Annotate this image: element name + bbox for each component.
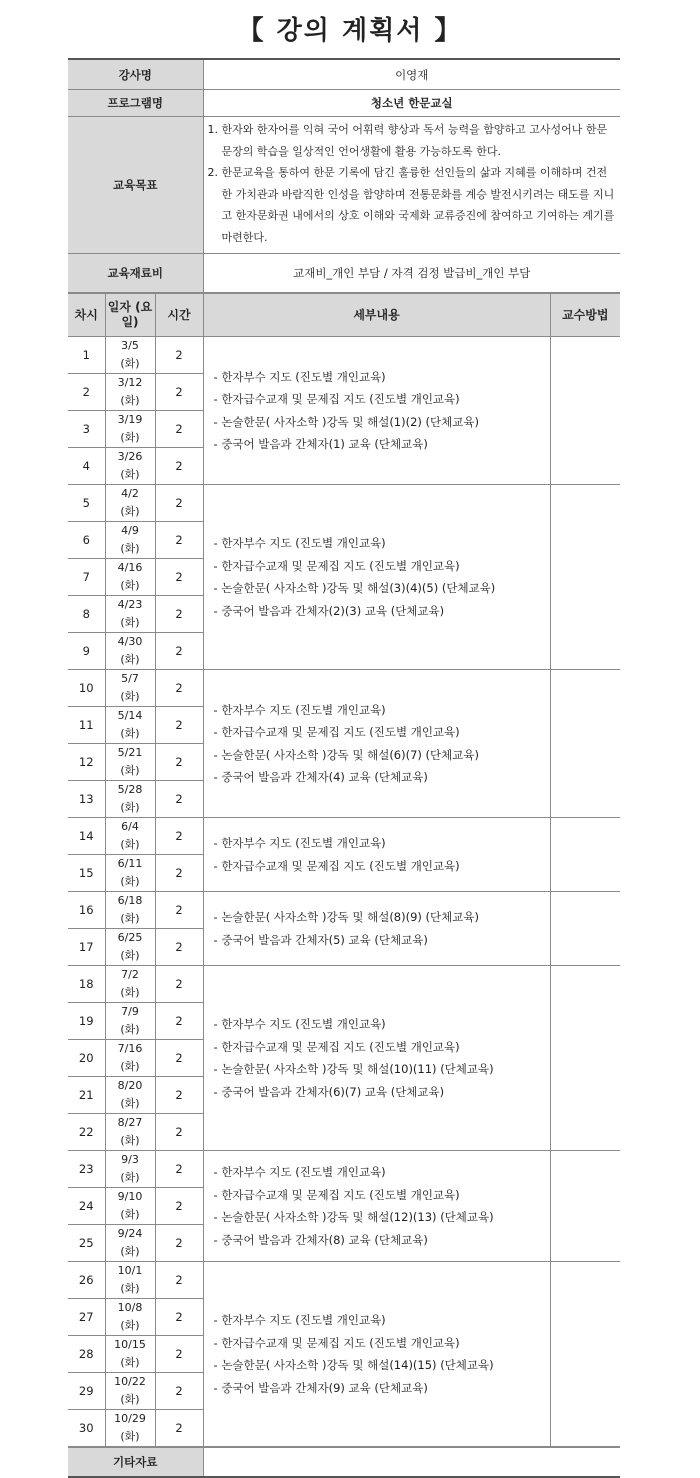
session-date: [105, 855, 155, 892]
session-date: [105, 1225, 155, 1262]
detail-line: - 한자급수교재 및 문제집 지도 (진도별 개인교육): [214, 1332, 550, 1355]
session-date: [105, 1151, 155, 1188]
session-weekday: (화): [120, 1319, 140, 1332]
session-date: [105, 1188, 155, 1225]
session-date-value: 4/23: [117, 598, 143, 611]
schedule-row: [68, 1262, 620, 1299]
session-weekday: (화): [120, 1208, 140, 1221]
teaching-method: [550, 1262, 620, 1447]
session-hours: 2: [155, 1373, 203, 1410]
detail-line: - 논술한문( 사자소학 )강독 및 해설(8)(9) (단체교육): [214, 906, 550, 929]
schedule-row: [68, 966, 620, 1003]
lecture-plan-sheet: [68, 58, 620, 1478]
session-number: 6: [68, 522, 105, 559]
session-date: [105, 411, 155, 448]
session-date: [105, 818, 155, 855]
session-hours: 2: [155, 633, 203, 670]
session-date: [105, 448, 155, 485]
schedule-row: [68, 1151, 620, 1188]
session-details: [203, 892, 550, 966]
session-hours: 2: [155, 1225, 203, 1262]
session-hours: 2: [155, 1336, 203, 1373]
detail-line: - 한자급수교재 및 문제집 지도 (진도별 개인교육): [214, 1036, 550, 1059]
goal-label: 교육목표: [68, 117, 203, 254]
teaching-method: [550, 670, 620, 818]
session-date-value: 4/16: [117, 561, 143, 574]
session-date-value: 9/10: [117, 1190, 143, 1203]
session-date-value: 8/27: [117, 1116, 143, 1129]
session-date: [105, 1077, 155, 1114]
session-number: 10: [68, 670, 105, 707]
session-date-value: 7/9: [121, 1005, 139, 1018]
detail-line: - 논술한문( 사자소학 )강독 및 해설(1)(2) (단체교육): [214, 411, 550, 434]
session-number: 4: [68, 448, 105, 485]
session-date: [105, 485, 155, 522]
session-weekday: (화): [120, 1171, 140, 1184]
session-date-value: 10/29: [114, 1412, 146, 1425]
detail-line: - 중국어 발음과 간체자(1) 교육 (단체교육): [214, 433, 550, 456]
detail-line: - 중국어 발음과 간체자(2)(3) 교육 (단체교육): [214, 600, 550, 623]
detail-line: - 논술한문( 사자소학 )강독 및 해설(14)(15) (단체교육): [214, 1354, 550, 1377]
session-hours: 2: [155, 1151, 203, 1188]
session-number: 13: [68, 781, 105, 818]
detail-line: - 중국어 발음과 간체자(4) 교육 (단체교육): [214, 766, 550, 789]
session-date-value: 5/7: [121, 672, 139, 685]
session-weekday: (화): [120, 949, 140, 962]
session-date: [105, 559, 155, 596]
session-hours: 2: [155, 448, 203, 485]
session-weekday: (화): [120, 1245, 140, 1258]
materials-label: 교육재료비: [68, 254, 203, 293]
session-number: 26: [68, 1262, 105, 1299]
session-hours: 2: [155, 818, 203, 855]
session-details: [203, 966, 550, 1151]
session-number: 22: [68, 1114, 105, 1151]
session-date: [105, 633, 155, 670]
detail-line: - 논술한문( 사자소학 )강독 및 해설(12)(13) (단체교육): [214, 1206, 550, 1229]
session-weekday: (화): [120, 1134, 140, 1147]
instructor-value: 이영재: [203, 59, 620, 90]
session-weekday: (화): [120, 912, 140, 925]
session-number: 18: [68, 966, 105, 1003]
detail-line: - 중국어 발음과 간체자(5) 교육 (단체교육): [214, 929, 550, 952]
program-value: 청소년 한문교실: [203, 90, 620, 117]
session-number: 9: [68, 633, 105, 670]
page-title: 【 강의 계획서 】: [237, 16, 463, 46]
teaching-method: [550, 892, 620, 966]
session-date: [105, 966, 155, 1003]
schedule-table: [68, 293, 620, 1447]
session-hours: 2: [155, 485, 203, 522]
program-label: 프로그램명: [68, 90, 203, 117]
session-number: 3: [68, 411, 105, 448]
session-date-value: 6/18: [117, 894, 143, 907]
session-number: 27: [68, 1299, 105, 1336]
info-table: [68, 58, 620, 293]
schedule-row: [68, 337, 620, 374]
schedule-row: [68, 818, 620, 855]
session-hours: 2: [155, 929, 203, 966]
detail-line: - 한자부수 지도 (진도별 개인교육): [214, 699, 550, 722]
session-date: [105, 1040, 155, 1077]
session-date-value: 6/4: [121, 820, 139, 833]
detail-line: - 중국어 발음과 간체자(9) 교육 (단체교육): [214, 1377, 550, 1400]
session-details: [203, 670, 550, 818]
detail-line: - 중국어 발음과 간체자(8) 교육 (단체교육): [214, 1229, 550, 1252]
session-hours: 2: [155, 522, 203, 559]
detail-line: - 중국어 발음과 간체자(6)(7) 교육 (단체교육): [214, 1081, 550, 1104]
session-weekday: (화): [120, 394, 140, 407]
session-hours: 2: [155, 374, 203, 411]
session-weekday: (화): [120, 505, 140, 518]
session-hours: 2: [155, 707, 203, 744]
detail-line: - 한자부수 지도 (진도별 개인교육): [214, 1161, 550, 1184]
detail-line: - 한자부수 지도 (진도별 개인교육): [214, 366, 550, 389]
detail-line: - 논술한문( 사자소학 )강독 및 해설(6)(7) (단체교육): [214, 744, 550, 767]
session-hours: 2: [155, 1410, 203, 1447]
session-hours: 2: [155, 1299, 203, 1336]
session-weekday: (화): [120, 764, 140, 777]
session-hours: 2: [155, 1040, 203, 1077]
session-details: [203, 337, 550, 485]
detail-line: - 한자급수교재 및 문제집 지도 (진도별 개인교육): [214, 555, 550, 578]
session-weekday: (화): [120, 468, 140, 481]
detail-line: - 한자급수교재 및 문제집 지도 (진도별 개인교육): [214, 721, 550, 744]
goal-item: 1. 한자와 한자어를 익혀 국어 어휘력 향상과 독서 능력을 함양하고 고사성어나 한문 문장의 학습을 일상적인 언어생활에 활용 가능하도록 한다.: [207, 123, 608, 158]
session-number: 29: [68, 1373, 105, 1410]
teaching-method: [550, 966, 620, 1151]
other-materials-value: [203, 1448, 620, 1478]
session-date-value: 4/30: [117, 635, 143, 648]
session-hours: 2: [155, 1188, 203, 1225]
teaching-method: [550, 337, 620, 485]
session-weekday: (화): [120, 838, 140, 851]
session-date-value: 5/21: [117, 746, 143, 759]
session-number: 30: [68, 1410, 105, 1447]
session-hours: 2: [155, 892, 203, 929]
session-number: 28: [68, 1336, 105, 1373]
footer-table: [68, 1447, 620, 1478]
header-date: 일자 (요일): [105, 294, 155, 337]
session-date: [105, 1373, 155, 1410]
session-date-value: 10/1: [117, 1264, 143, 1277]
session-hours: 2: [155, 1003, 203, 1040]
session-date: [105, 1003, 155, 1040]
detail-line: - 한자부수 지도 (진도별 개인교육): [214, 1013, 550, 1036]
session-date-value: 6/11: [117, 857, 143, 870]
session-weekday: (화): [120, 1060, 140, 1073]
session-number: 23: [68, 1151, 105, 1188]
session-date: [105, 374, 155, 411]
detail-line: - 한자급수교재 및 문제집 지도 (진도별 개인교육): [214, 388, 550, 411]
materials-value: 교재비_개인 부담 / 자격 검정 발급비_개인 부담: [203, 254, 620, 293]
goal-item: 2. 한문교육을 통하여 한문 기록에 담긴 훌륭한 선인들의 삶과 지혜를 이해하며 건전한 가치관과 바람직한 인성을 함양하며 전통문화를 계승 발전시키려는 태도를 지니고 한자문화권 내에서의 상호 이해와 국제화 교류증진에 참여하고 기여하는 계기를 마련한다.: [207, 166, 615, 244]
session-date: [105, 892, 155, 929]
session-weekday: (화): [120, 1097, 140, 1110]
session-date-value: 3/12: [117, 376, 143, 389]
header-session: 차시: [68, 294, 105, 337]
session-number: 8: [68, 596, 105, 633]
session-details: [203, 1151, 550, 1262]
teaching-method: [550, 1151, 620, 1262]
session-hours: 2: [155, 781, 203, 818]
goal-text: [203, 117, 620, 254]
session-hours: 2: [155, 1262, 203, 1299]
session-hours: 2: [155, 411, 203, 448]
session-date-value: 10/8: [117, 1301, 143, 1314]
session-date: [105, 337, 155, 374]
detail-line: - 한자부수 지도 (진도별 개인교육): [214, 1309, 550, 1332]
session-number: 1: [68, 337, 105, 374]
session-date: [105, 781, 155, 818]
session-details: [203, 818, 550, 892]
session-date: [105, 1262, 155, 1299]
session-date: [105, 707, 155, 744]
instructor-label: 강사명: [68, 59, 203, 90]
session-number: 21: [68, 1077, 105, 1114]
session-date-value: 5/28: [117, 783, 143, 796]
session-weekday: (화): [120, 1430, 140, 1443]
session-date: [105, 744, 155, 781]
session-date: [105, 1114, 155, 1151]
session-weekday: (화): [120, 431, 140, 444]
session-date-value: 5/14: [117, 709, 143, 722]
session-number: 2: [68, 374, 105, 411]
session-details: [203, 1262, 550, 1447]
session-weekday: (화): [120, 653, 140, 666]
session-date-value: 3/26: [117, 450, 143, 463]
session-weekday: (화): [120, 801, 140, 814]
session-weekday: (화): [120, 690, 140, 703]
session-date: [105, 522, 155, 559]
session-hours: 2: [155, 596, 203, 633]
session-date-value: 6/25: [117, 931, 143, 944]
session-date-value: 8/20: [117, 1079, 143, 1092]
session-weekday: (화): [120, 616, 140, 629]
session-number: 20: [68, 1040, 105, 1077]
session-weekday: (화): [120, 875, 140, 888]
session-date-value: 9/24: [117, 1227, 143, 1240]
session-date-value: 4/9: [121, 524, 139, 537]
session-date: [105, 1410, 155, 1447]
session-weekday: (화): [120, 1356, 140, 1369]
detail-line: - 한자부수 지도 (진도별 개인교육): [214, 532, 550, 555]
session-weekday: (화): [120, 579, 140, 592]
session-weekday: (화): [120, 986, 140, 999]
detail-line: - 논술한문( 사자소학 )강독 및 해설(10)(11) (단체교육): [214, 1058, 550, 1081]
session-hours: 2: [155, 337, 203, 374]
session-hours: 2: [155, 855, 203, 892]
session-weekday: (화): [120, 357, 140, 370]
header-details: 세부내용: [203, 294, 550, 337]
session-number: 14: [68, 818, 105, 855]
session-hours: 2: [155, 966, 203, 1003]
schedule-row: [68, 892, 620, 929]
session-date-value: 10/15: [114, 1338, 146, 1351]
session-date: [105, 596, 155, 633]
session-number: 24: [68, 1188, 105, 1225]
teaching-method: [550, 818, 620, 892]
session-weekday: (화): [120, 542, 140, 555]
session-date: [105, 929, 155, 966]
session-number: 12: [68, 744, 105, 781]
detail-line: - 논술한문( 사자소학 )강독 및 해설(3)(4)(5) (단체교육): [214, 577, 550, 600]
session-date-value: 3/5: [121, 339, 139, 352]
schedule-row: [68, 485, 620, 522]
session-number: 11: [68, 707, 105, 744]
detail-line: - 한자급수교재 및 문제집 지도 (진도별 개인교육): [214, 855, 550, 878]
session-date-value: 10/22: [114, 1375, 146, 1388]
session-number: 15: [68, 855, 105, 892]
schedule-row: [68, 670, 620, 707]
session-weekday: (화): [120, 1393, 140, 1406]
other-materials-label: 기타자료: [68, 1448, 203, 1478]
session-date: [105, 1336, 155, 1373]
session-weekday: (화): [120, 727, 140, 740]
session-details: [203, 485, 550, 670]
session-number: 19: [68, 1003, 105, 1040]
session-date-value: 9/3: [121, 1153, 139, 1166]
session-hours: 2: [155, 1114, 203, 1151]
session-date-value: 3/19: [117, 413, 143, 426]
session-weekday: (화): [120, 1023, 140, 1036]
session-number: 5: [68, 485, 105, 522]
session-date-value: 7/16: [117, 1042, 143, 1055]
header-method: 교수방법: [550, 294, 620, 337]
session-number: 7: [68, 559, 105, 596]
session-hours: 2: [155, 559, 203, 596]
session-weekday: (화): [120, 1282, 140, 1295]
detail-line: - 한자급수교재 및 문제집 지도 (진도별 개인교육): [214, 1184, 550, 1207]
session-date: [105, 670, 155, 707]
detail-line: - 한자부수 지도 (진도별 개인교육): [214, 832, 550, 855]
session-hours: 2: [155, 744, 203, 781]
session-number: 25: [68, 1225, 105, 1262]
session-date: [105, 1299, 155, 1336]
session-date-value: 4/2: [121, 487, 139, 500]
teaching-method: [550, 485, 620, 670]
session-hours: 2: [155, 1077, 203, 1114]
session-date-value: 7/2: [121, 968, 139, 981]
session-number: 17: [68, 929, 105, 966]
header-hours: 시간: [155, 294, 203, 337]
session-number: 16: [68, 892, 105, 929]
session-hours: 2: [155, 670, 203, 707]
